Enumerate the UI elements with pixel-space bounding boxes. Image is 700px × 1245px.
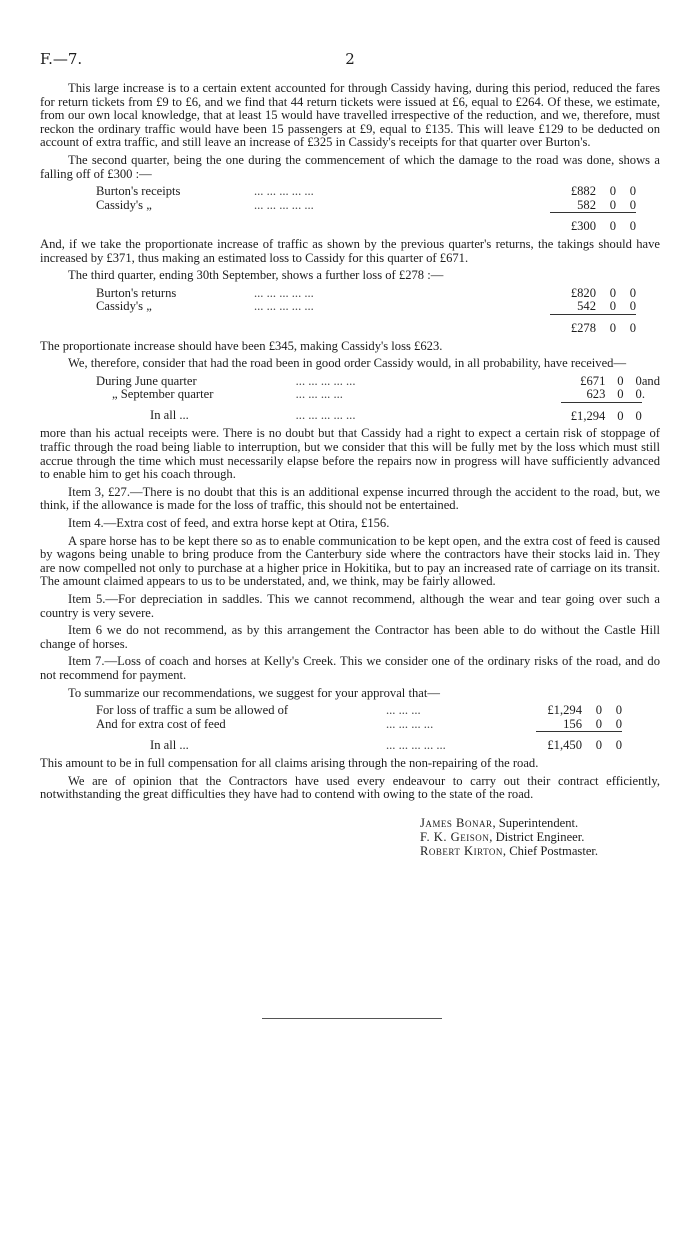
signature-block xyxy=(420,816,660,858)
total-pence: 0 xyxy=(629,219,636,234)
total-label: In all ... xyxy=(150,408,189,423)
total-pounds: £278 xyxy=(570,320,596,335)
amount-shillings: 0 xyxy=(596,199,616,213)
row-label: Burton's returns xyxy=(96,285,177,300)
signatory xyxy=(420,844,660,858)
paragraph-full-compensation: This amount to be in full compensation for all claims arising through the non-repairing of the road. xyxy=(40,755,539,770)
total-shillings: 0 xyxy=(609,320,616,335)
page-header xyxy=(40,50,660,70)
total-pounds: £1,294 xyxy=(570,408,606,423)
paragraph-spare-horse: A spare horse has to be kept there so as to enable communication to be kept open, and the extra cost of feed is caused by wagons being unable to bring produce from the Canterbury side where the contractors have their stocks laid in. They are now compelled not only to purchase at a higher price in Hokitika, but to pay an increased rate of carriage on its transit. The amount claimed appears to us to be understated, and, we think, may be fairly allowed. xyxy=(40,533,660,589)
table-row xyxy=(40,300,636,314)
row-suffix: and xyxy=(641,373,660,388)
paragraph-summarize: To summarize our recommendations, we suggest for your approval that— xyxy=(68,685,440,700)
paragraph-cassidy-loss: The proportionate increase should have been £345, making Cassidy's loss £623. xyxy=(40,338,443,353)
summary-table xyxy=(40,704,622,753)
amount-pence: 0 xyxy=(616,300,636,314)
amount-pence: 0 xyxy=(624,388,642,402)
amount-pounds: 582 xyxy=(550,199,596,213)
paragraph-third-quarter: The third quarter, ending 30th September, shows a further loss of £278 :— xyxy=(68,268,444,283)
row-suffix: . xyxy=(641,387,645,402)
amount-pence: 0 xyxy=(629,285,636,300)
paragraph-proportionate-increase: And, if we take the proportionate increase of traffic as shown by the previous quarter's returns, the takings should have increased by £371, thus making an estimated loss to Cassidy for this quarter of £671. xyxy=(40,236,660,265)
total-label: In all ... xyxy=(150,737,189,752)
second-quarter-table xyxy=(40,185,636,234)
amount-shillings: 0 xyxy=(609,184,616,199)
paragraph-item-3: Item 3, £27.—There is no doubt that this is an additional expense incurred through the accident to the road, but, we think, if the allowance is made for the loss of traffic, this should not be entertained. xyxy=(40,484,660,513)
table-row xyxy=(40,375,660,389)
paragraph-item-7: Item 7.—Loss of coach and horses at Kelly's Creek. This we consider one of the ordinary risks of the road, and do not recommend for payment. xyxy=(40,654,660,682)
leader-dots: ... ... ... ... ... xyxy=(254,197,314,212)
leader-dots: ... ... ... ... ... xyxy=(254,285,314,300)
total-pence: 0 xyxy=(615,738,622,753)
total-pounds: £300 xyxy=(570,219,596,234)
signatory xyxy=(420,830,660,844)
table-row xyxy=(40,704,622,718)
row-label: „ September quarter xyxy=(112,387,214,402)
total-shillings: 0 xyxy=(595,738,602,753)
total-pence: 0 xyxy=(629,320,636,335)
leader-dots: ... ... ... ... xyxy=(295,387,343,402)
end-divider xyxy=(262,1018,442,1019)
leader-dots: ... ... ... ... ... xyxy=(254,184,314,199)
amount-shillings: 0 xyxy=(595,703,602,718)
table-row xyxy=(40,287,636,301)
total-pounds: £1,450 xyxy=(547,738,582,753)
leader-dots: ... ... ... ... ... xyxy=(254,299,314,314)
paragraph-contractors-opinion: We are of opinion that the Contractors have used every endeavour to carry out their contract efficiently, notwithstanding the great difficulties they have had to contend with owing to the state of the road. xyxy=(40,773,660,802)
signatory-title: , District Engineer. xyxy=(489,829,585,844)
paragraph-would-have-received: We, therefore, consider that had the road been in good order Cassidy would, in all probability, have received— xyxy=(68,356,627,371)
signatory-title: , Superintendent. xyxy=(492,815,579,830)
amount-shillings: 0 xyxy=(605,388,623,402)
paragraph-second-quarter: The second quarter, being the one during the commencement of which the damage to the road was done, shows a falling off of £300 :— xyxy=(40,152,660,181)
amount-pence: 0 xyxy=(615,703,622,718)
amount-pounds: £1,294 xyxy=(547,703,582,718)
leader-dots: ... ... ... xyxy=(386,703,421,718)
leader-dots: ... ... ... ... xyxy=(386,716,434,731)
amount-pounds: 542 xyxy=(550,300,596,314)
total-row xyxy=(40,402,660,423)
row-label: Cassidy's „ xyxy=(96,197,152,212)
amount-pounds: 623 xyxy=(561,388,606,402)
leader-dots: ... ... ... ... ... xyxy=(295,373,356,388)
paragraph-fare-increase: This large increase is to a certain extent accounted for through Cassidy having, during this period, reduced the fares for return tickets from £9 to £6, and we find that 44 return tickets were issued at £6, equal to £264. Of these, we estimate, from our own local knowledge, that at least 15 would have travelled irrespective of the reduction, and we, therefore, must reckon the ordinary traffic would have been 15 passengers at £9, equal to £135. This will leave £129 to be deducted on account of extra traffic, and still leave an increase of £325 in Cassidy's receipts for that quarter over Burton's. xyxy=(40,81,660,150)
row-label: And for extra cost of feed xyxy=(96,716,226,731)
signatory-name: Robert Kirton xyxy=(420,843,503,858)
amount-pounds: £671 xyxy=(580,373,606,388)
signatory-title: , Chief Postmaster. xyxy=(502,843,599,858)
amount-pence: 0 xyxy=(602,718,622,732)
amount-shillings: 0 xyxy=(582,718,602,732)
amount-shillings: 0 xyxy=(609,285,616,300)
page-number: 2 xyxy=(345,50,355,68)
total-shillings: 0 xyxy=(609,219,616,234)
table-row xyxy=(40,718,622,732)
amount-pounds: £820 xyxy=(570,285,596,300)
amount-pence: 0 xyxy=(635,373,642,388)
paragraph-item-5: Item 5.—For depreciation in saddles. This we cannot recommend, although the wear and tear going over such a country is very severe. xyxy=(40,592,660,620)
total-row xyxy=(40,213,636,234)
total-row xyxy=(40,314,636,335)
total-row xyxy=(40,732,622,753)
signatory-name: F. K. Geison xyxy=(420,829,490,844)
signatory-name: James Bonar xyxy=(420,815,493,830)
signatory xyxy=(420,816,660,830)
paragraph-actual-receipts: more than his actual receipts were. There is no doubt but that Cassidy had a right to expect a certain risk of stoppage of traffic through the road being liable to interruption, but we consider that this will be fully met by the loss which must still accrue through the time which must necessarily elapse before the repairs now in progress will have sufficiently advanced to enable him to get his coach through. xyxy=(40,426,660,482)
amount-shillings: 0 xyxy=(596,300,616,314)
row-label: Burton's receipts xyxy=(96,184,181,199)
total-pence: 0 xyxy=(635,408,642,423)
amount-pounds: 156 xyxy=(536,718,582,732)
received-table xyxy=(40,375,660,424)
row-label: Cassidy's „ xyxy=(96,299,152,314)
row-label: For loss of traffic a sum be allowed of xyxy=(96,703,289,718)
leader-dots: ... ... ... ... ... xyxy=(295,408,356,423)
table-row xyxy=(40,388,660,402)
paragraph-item-6: Item 6 we do not recommend, as by this arrangement the Contractor has been able to do without the Castle Hill change of horses. xyxy=(40,623,660,651)
document-reference: F.—7. xyxy=(40,50,83,68)
amount-pounds: £882 xyxy=(570,184,596,199)
amount-pence: 0 xyxy=(629,184,636,199)
amount-pence: 0 xyxy=(616,199,636,213)
leader-dots: ... ... ... ... ... xyxy=(386,737,446,752)
table-row xyxy=(40,199,636,213)
document-body xyxy=(40,82,660,858)
row-label: During June quarter xyxy=(96,373,197,388)
amount-shillings: 0 xyxy=(617,373,624,388)
total-shillings: 0 xyxy=(617,408,624,423)
table-row xyxy=(40,185,636,199)
third-quarter-table xyxy=(40,287,636,336)
paragraph-item-4: Item 4.—Extra cost of feed, and extra horse kept at Otira, £156. xyxy=(68,516,390,531)
